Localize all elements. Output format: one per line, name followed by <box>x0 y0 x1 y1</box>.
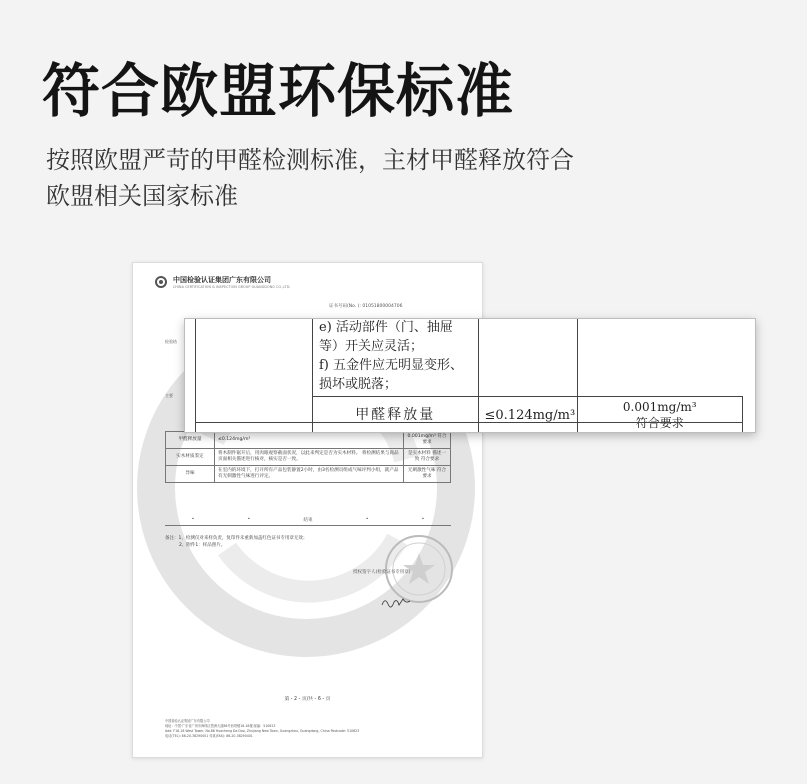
zoom-requirement-cell <box>313 318 479 397</box>
cert-side-label-2: 主要 <box>165 393 173 398</box>
mini-result: 0.001mg/m³ 符合要求 <box>404 432 451 449</box>
cert-header <box>155 275 291 290</box>
seal-caption: 授权签字人(检验证书专用章) <box>353 570 411 575</box>
cert-footer <box>165 719 465 739</box>
table-row <box>196 318 743 397</box>
empty-cell <box>478 318 577 397</box>
end-dot: • <box>365 517 369 522</box>
cert-note: 2、附件1：样品照片。 <box>179 543 226 548</box>
requirement-f: f) 五金件应无明显变形、损坏或脱落； <box>319 358 464 392</box>
mini-result: 是实木材料 描述一致 符合要求 <box>404 449 451 466</box>
subtitle-line-1: 按照欧盟严苛的甲醛检测标准，主材甲醛释放符合 <box>46 146 574 174</box>
end-dot: • <box>191 517 195 522</box>
end-dot: • <box>421 517 425 522</box>
cert-number: 证书号码(No. ): 01051800004706 <box>329 304 403 309</box>
mini-item: 异味 <box>166 466 215 483</box>
footer-line: 中国检验认证集团广东有限公司 <box>165 719 210 723</box>
formaldehyde-result-verdict: 符合要求 <box>635 416 684 430</box>
zoom-table-bottom-edge <box>195 422 743 433</box>
requirement-e: e) 活动部件（门、抽屉等）开关应灵活； <box>319 320 453 354</box>
mini-item: 实木材质鉴定 <box>166 449 215 466</box>
footer-line: Add: F16-18 West Tower, No.86 Huacheng Da Dao, Zhujiang New Town, Guangzhou, Guangdong, China Postcode: 510623 <box>165 729 360 733</box>
table-row <box>166 432 451 449</box>
zoomed-table-excerpt <box>184 318 756 433</box>
handwritten-signature <box>381 595 411 609</box>
mini-detail: 将木制件锯开后，用肉眼观察截面状况，以此来判定是否为实木材料。 将检测结果与商品页面相关描述进行核对，核实是否一致。 <box>215 449 404 466</box>
cert-note: 备注：1、检测仅对来样负责，复印件未重新加盖红色证书专用章无效； <box>165 536 308 541</box>
headline: 符合欧盟环保标准 <box>42 57 515 125</box>
formaldehyde-result-value: 0.001mg/m³ <box>622 400 697 414</box>
footer-line: 电话(TEL): 86-20-38290001 传真(FAX): 86-20-38290401 <box>165 734 253 738</box>
end-dot: • <box>247 517 251 522</box>
formaldehyde-item: 甲醛释放量 <box>313 397 479 434</box>
mini-item: 甲醛释放量 <box>166 432 215 449</box>
mini-result: 无刺激性气味 符合要求 <box>404 466 451 483</box>
subtitle <box>46 142 706 214</box>
empty-cell <box>196 318 313 433</box>
table-row <box>166 466 451 483</box>
end-label: 结束 <box>303 518 313 523</box>
subtitle-line-2: 欧盟相关国家标准 <box>46 182 238 210</box>
cert-org-name-en: CHINA CERTIFICATION & INSPECTION GROUP GUANGDONG CO.,LTD. <box>173 285 291 289</box>
ccic-logo-icon <box>155 276 167 288</box>
formaldehyde-requirement: ≤0.124mg/m³ <box>478 397 577 434</box>
table-row <box>166 449 451 466</box>
footer-line: 地址：中国·广东省广州市海珠区琶洲大道86号西塔楼16-18楼 邮编：510623 <box>165 724 276 728</box>
mini-detail: 在室内的环境下，打开所有产品包装静置2小时，由3名检测员组成气味评判小组，就产品有无刺激性气味进行评定。 <box>215 466 404 483</box>
cert-org-name: 中国检验认证集团广东有限公司 <box>173 276 271 284</box>
mini-results-table <box>165 431 451 483</box>
page-indicator: 第 - 2 - 页/共 - 6 - 页 <box>284 697 331 702</box>
table-end-marker <box>165 517 451 526</box>
mini-detail: ≤0.124mg/m³ <box>215 432 404 449</box>
zoomed-results-table <box>195 318 743 433</box>
cert-side-label-1: 检验结 <box>165 339 177 344</box>
